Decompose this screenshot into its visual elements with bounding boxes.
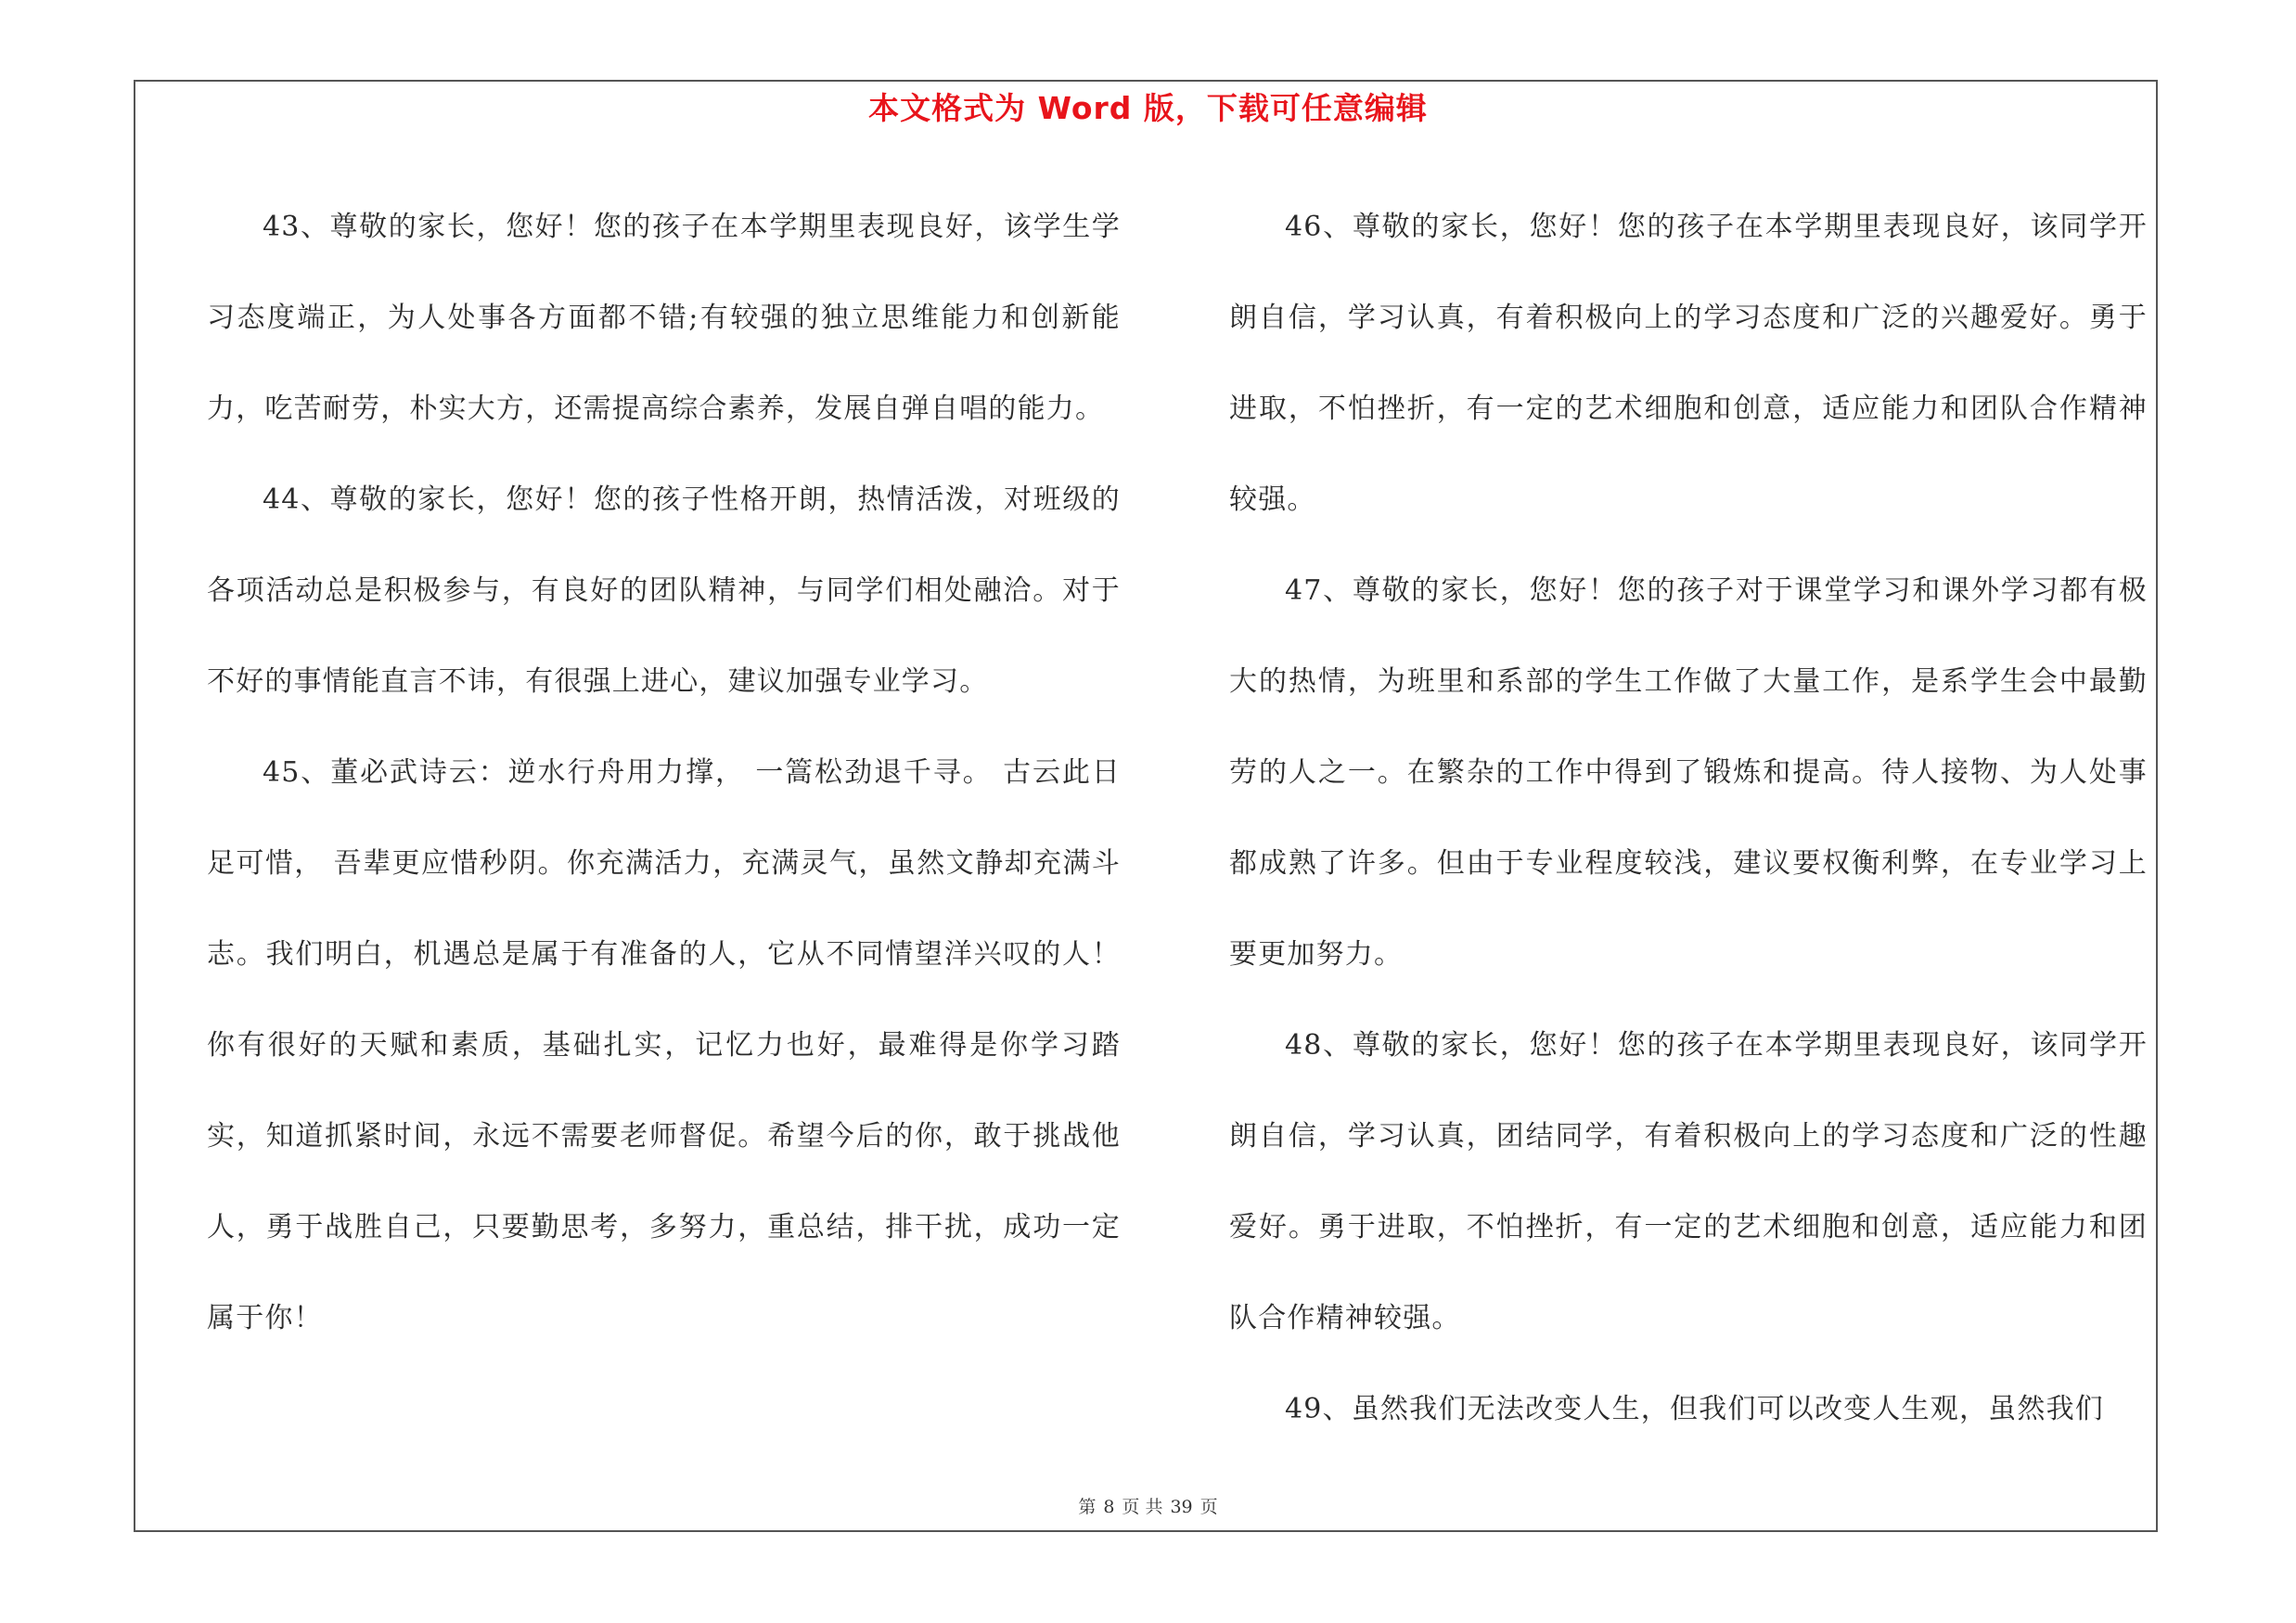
banner-text: 本文格式为 Word 版，下载可任意编辑 [868,90,1428,126]
paragraph-45: 45、董必武诗云：逆水行舟用力撑， 一篙松劲退千寻。 古云此日足可惜， 吾辈更应惜秒阴。你充满活力，充满灵气，虽然文静却充满斗志。我们明白，机遇总是属于有准备的人，它从不同情望洋兴叹的人！你有很好的天赋和素质，基础扎实，记忆力也好，最难得是你学习踏实，知道抓紧时间，永远不需要老师督促。希望今后的你，敢于挑战他人，勇于战胜自己，只要勤思考，多努力，重总结，排干扰，成功一定属于你！ [207,756,1121,1334]
footer-middle: 页 共 [1122,1497,1163,1517]
paragraph-43: 43、尊敬的家长，您好！您的孩子在本学期里表现良好，该学生学习态度端正，为人处事各方面都不错;有较强的独立思维能力和创新能力，吃苦耐劳，朴实大方，还需提高综合素养，发展自弹自唱的能力。 [207,211,1121,425]
page-number-footer [0,1494,2296,1520]
footer-suffix: 页 [1199,1497,1218,1517]
left-text-column [207,182,1121,1364]
footer-prefix: 第 [1078,1497,1097,1517]
total-pages-number: 39 [1170,1497,1193,1517]
paragraph-48: 48、尊敬的家长，您好！您的孩子在本学期里表现良好，该同学开朗自信，学习认真，团结同学，有着积极向上的学习态度和广泛的性趣爱好。勇于进取，不怕挫折，有一定的艺术细胞和创意，适应能力和团队合作精神较强。 [1229,1029,2148,1334]
current-page-number: 8 [1103,1497,1115,1517]
word-format-banner [0,87,2296,130]
paragraph-46: 46、尊敬的家长，您好！您的孩子在本学期里表现良好，该同学开朗自信，学习认真，有着积极向上的学习态度和广泛的兴趣爱好。勇于进取，不怕挫折，有一定的艺术细胞和创意，适应能力和团队合作精神较强。 [1229,211,2148,516]
paragraph-44: 44、尊敬的家长，您好！您的孩子性格开朗，热情活泼，对班级的各项活动总是积极参与，有良好的团队精神，与同学们相处融洽。对于不好的事情能直言不讳，有很强上进心，建议加强专业学习。 [207,483,1121,698]
paragraph-49: 49、虽然我们无法改变人生，但我们可以改变人生观，虽然我们 [1285,1393,2104,1425]
paragraph-47: 47、尊敬的家长，您好！您的孩子对于课堂学习和课外学习都有极大的热情，为班里和系部的学生工作做了大量工作，是系学生会中最勤劳的人之一。在繁杂的工作中得到了锻炼和提高。待人接物、为人处事都成熟了许多。但由于专业程度较浅，建议要权衡利弊，在专业学习上要更加努力。 [1229,574,2148,971]
right-text-column [1229,182,2148,1455]
